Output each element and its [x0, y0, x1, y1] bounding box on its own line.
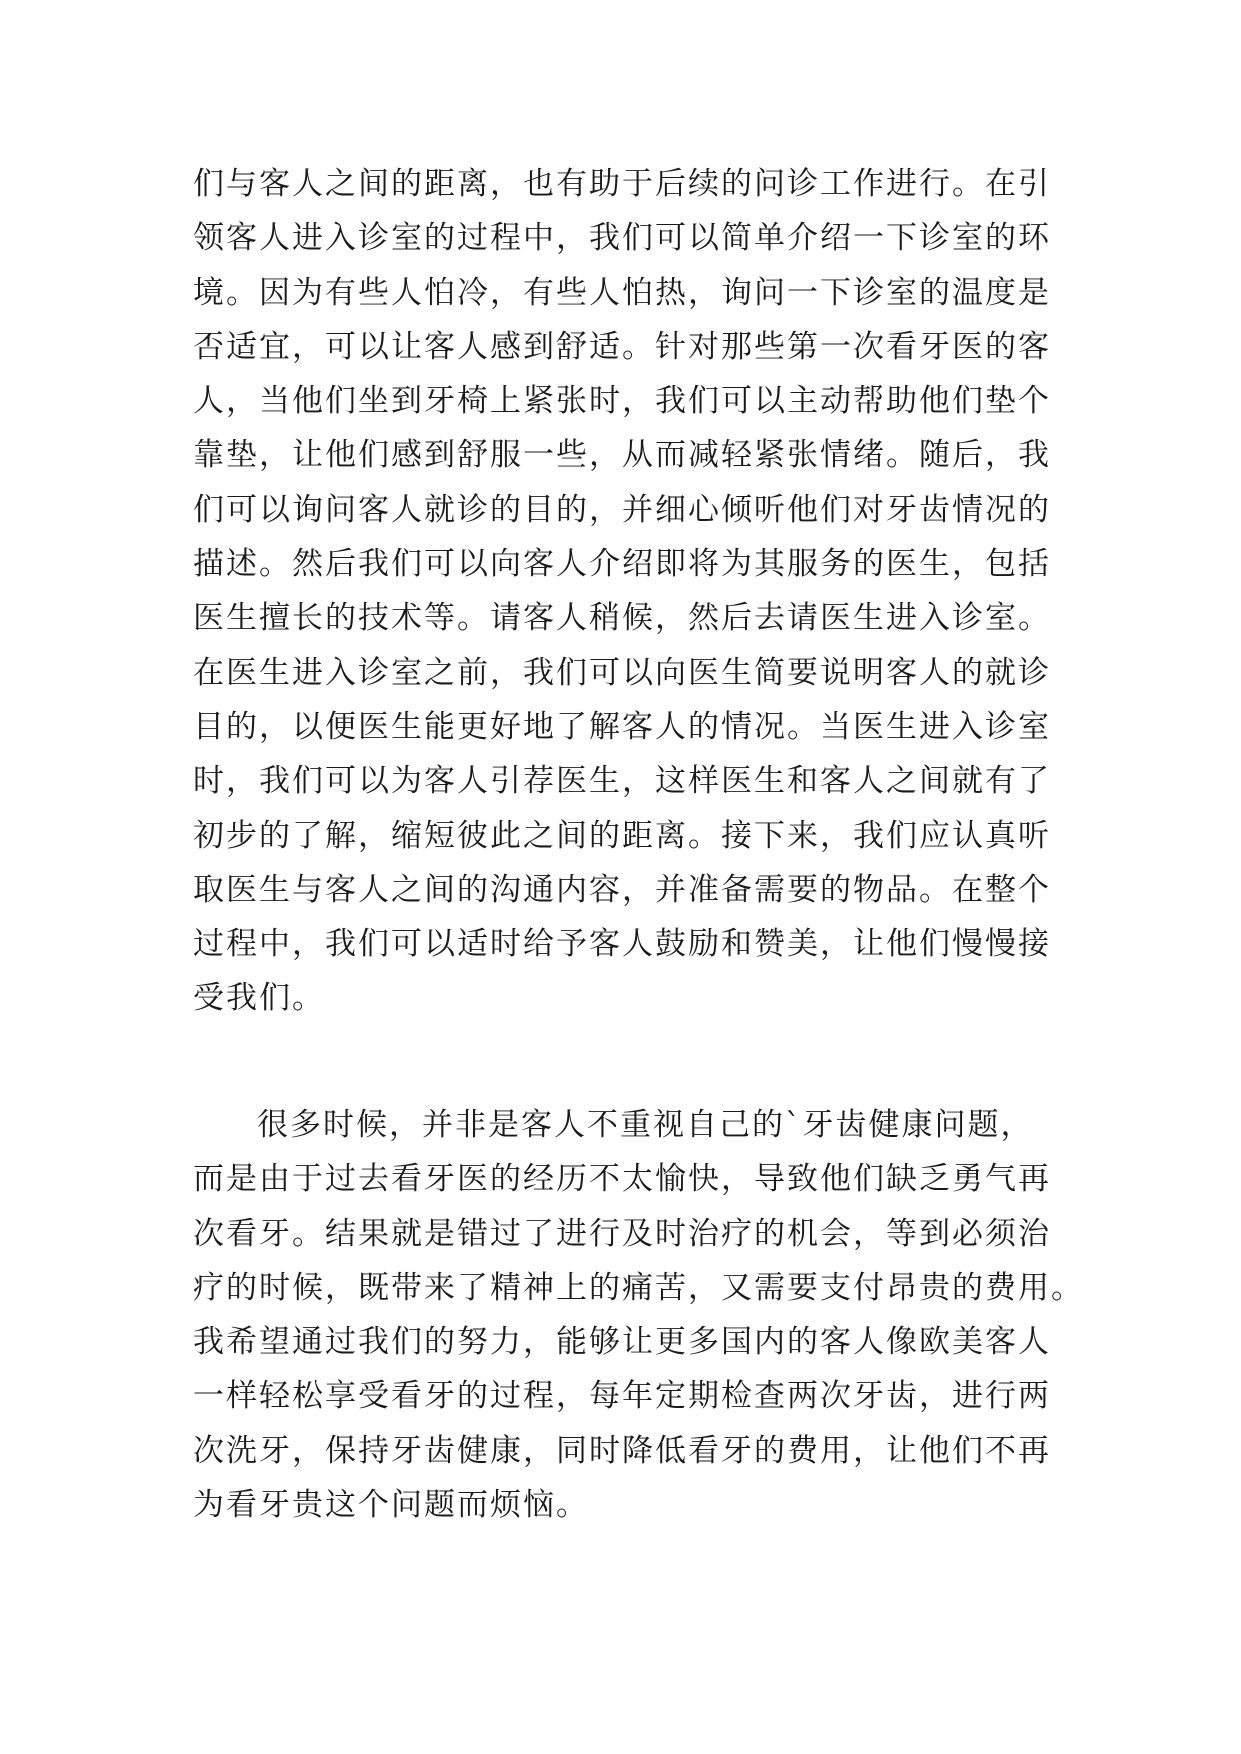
text-line: 受我们。	[193, 980, 325, 1017]
text-line: 靠垫，让他们感到舒服一些，从而减轻紧张情绪。随后，我	[193, 437, 1051, 474]
text-line: 取医生与客人之间的沟通内容，并准备需要的物品。在整个	[193, 871, 1051, 908]
text-line: 在医生进入诊室之前，我们可以向医生简要说明客人的就诊	[193, 654, 1051, 691]
text-line: 领客人进入诊室的过程中，我们可以简单介绍一下诊室的环	[193, 220, 1051, 257]
text-line: 否适宜，可以让客人感到舒适。针对那些第一次看牙医的客	[193, 328, 1051, 365]
text-line: 初步的了解，缩短彼此之间的距离。接下来，我们应认真听	[193, 817, 1051, 854]
text-line-indented: 很多时候，并非是客人不重视自己的`牙齿健康问题，	[257, 1107, 1034, 1143]
text-line: 疗的时候，既带来了精神上的痛苦，又需要支付昂贵的费用。	[193, 1269, 1084, 1306]
text-line: 人，当他们坐到牙椅上紧张时，我们可以主动帮助他们垫个	[193, 383, 1051, 420]
text-line: 一样轻松享受看牙的过程，每年定期检查两次牙齿，进行两	[193, 1378, 1051, 1415]
text-line: 为看牙贵这个问题而烦恼。	[193, 1487, 589, 1524]
text-line: 时，我们可以为客人引荐医生，这样医生和客人之间就有了	[193, 763, 1051, 800]
text-line: 过程中，我们可以适时给予客人鼓励和赞美，让他们慢慢接	[193, 926, 1051, 963]
text-line: 次洗牙，保持牙齿健康，同时降低看牙的费用，让他们不再	[193, 1432, 1051, 1469]
paragraph-2	[193, 1098, 1084, 1532]
text-line: 医生擅长的技术等。请客人稍候，然后去请医生进入诊室。	[193, 600, 1051, 637]
text-line: 而是由于过去看牙医的经历不太愉快，导致他们缺乏勇气再	[193, 1161, 1051, 1198]
text-line: 们与客人之间的距离，也有助于后续的问诊工作进行。在引	[193, 166, 1051, 202]
text-line: 境。因为有些人怕冷，有些人怕热，询问一下诊室的温度是	[193, 274, 1051, 311]
text-line: 们可以询问客人就诊的目的，并细心倾听他们对牙齿情况的	[193, 491, 1051, 528]
paragraph-1	[193, 157, 1073, 1026]
text-line: 我希望通过我们的努力，能够让更多国内的客人像欧美客人	[193, 1324, 1051, 1361]
text-line: 目的，以便医生能更好地了解客人的情况。当医生进入诊室	[193, 708, 1051, 745]
text-line: 次看牙。结果就是错过了进行及时治疗的机会，等到必须治	[193, 1215, 1051, 1252]
text-line: 描述。然后我们可以向客人介绍即将为其服务的医生，包括	[193, 546, 1051, 583]
